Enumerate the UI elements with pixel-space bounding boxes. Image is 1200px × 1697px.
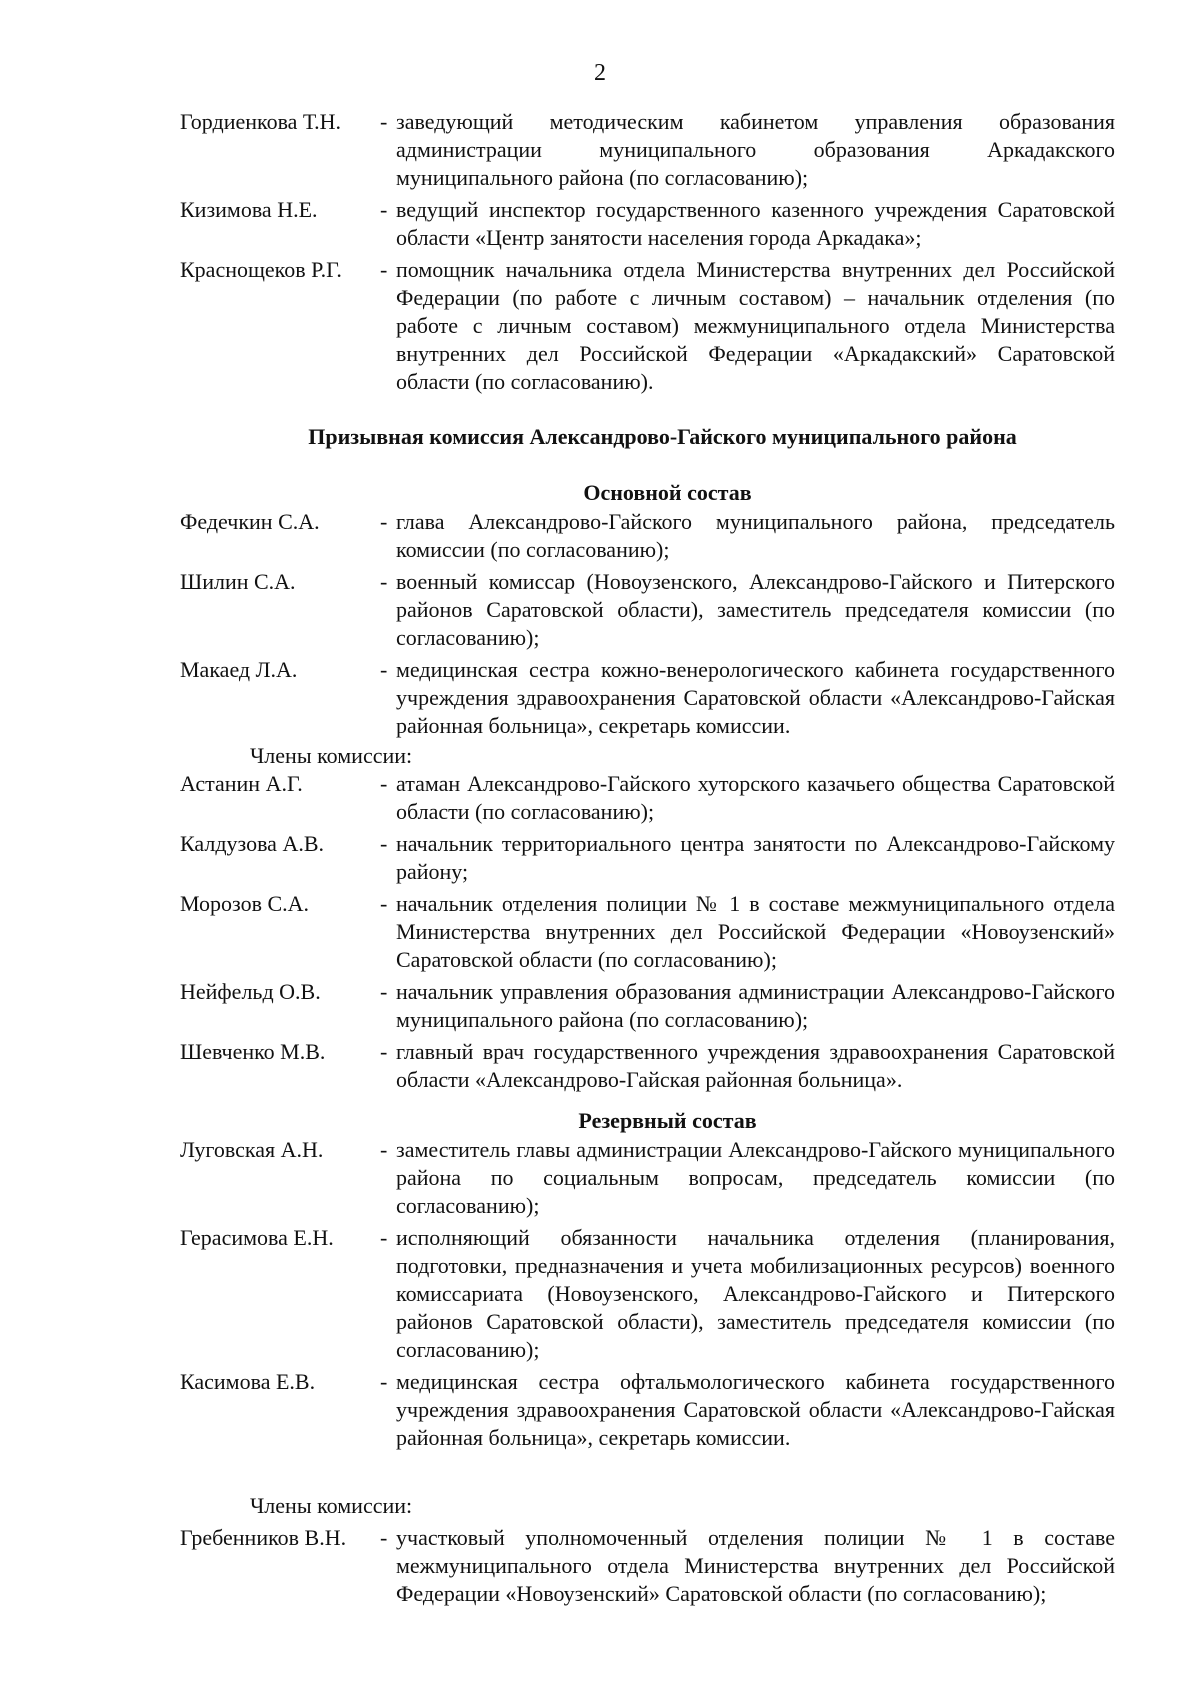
dash: -	[380, 891, 388, 916]
document-body	[180, 108, 1115, 1608]
person-name: Макаед Л.А.	[180, 657, 298, 682]
dash: -	[380, 1225, 388, 1250]
dash: -	[380, 1137, 388, 1162]
dash: -	[380, 1369, 388, 1394]
entry-row	[180, 656, 1115, 740]
person-name: Калдузова А.В.	[180, 831, 324, 856]
person-name: Шилин С.А.	[180, 569, 296, 594]
person-position: начальник территориального центра занятости по Александрово-Гайскому району;	[396, 831, 1115, 884]
person-position: медицинская сестра офтальмологического кабинета государственного учреждения здравоохранения Саратовской области «Александрово-Гайская районная больница», секретарь комиссии.	[396, 1369, 1115, 1450]
person-name: Гребенников В.Н.	[180, 1525, 347, 1550]
person-position: начальник управления образования администрации Александрово-Гайского муниципального района (по согласованию);	[396, 979, 1115, 1032]
reserve-members	[180, 1524, 1115, 1608]
main-leaders	[180, 508, 1115, 740]
entry-row	[180, 256, 1115, 396]
person-name: Луговская А.Н.	[180, 1137, 324, 1162]
dash: -	[380, 509, 388, 534]
reserve-leaders	[180, 1136, 1115, 1452]
person-name: Краснощеков Р.Г.	[180, 257, 342, 282]
dash: -	[380, 257, 388, 282]
entry-row	[180, 1524, 1115, 1608]
dash: -	[380, 979, 388, 1004]
person-name: Гордиенкова Т.Н.	[180, 109, 342, 134]
person-position: военный комиссар (Новоузенского, Александрово-Гайского и Питерского районов Саратовской области), заместитель председателя комиссии (по согласованию);	[396, 569, 1115, 650]
person-name: Федечкин С.А.	[180, 509, 320, 534]
entry-row	[180, 508, 1115, 564]
person-position: заместитель главы администрации Александрово-Гайского муниципального района по социальным вопросам, председатель комиссии (по согласованию);	[396, 1137, 1115, 1218]
person-name: Астанин А.Г.	[180, 771, 303, 796]
dash: -	[380, 657, 388, 682]
person-position: ведущий инспектор государственного казенного учреждения Саратовской области «Центр занятости населения города Аркадака»;	[396, 197, 1115, 250]
entry-row	[180, 770, 1115, 826]
person-position: заведующий методическим кабинетом управления образования администрации муниципального образования Аркадакского муниципального района (по согласованию);	[396, 109, 1115, 190]
entry-row	[180, 108, 1115, 192]
entry-row	[180, 830, 1115, 886]
page-number: 2	[594, 60, 606, 86]
members-label: Члены комиссии:	[250, 743, 413, 768]
main-composition-heading: Основной состав	[583, 480, 752, 505]
entry-row	[180, 890, 1115, 974]
person-position: исполняющий обязанности начальника отделения (планирования, подготовки, предназначения и учета мобилизационных ресурсов) военного комиссариата (Новоузенского, Александрово-Гайского и Питерского районов Саратовской области), заместитель председателя комиссии (по согласованию);	[396, 1225, 1115, 1362]
entry-row	[180, 1038, 1115, 1094]
person-name: Шевченко М.В.	[180, 1039, 326, 1064]
person-position: главный врач государственного учреждения здравоохранения Саратовской области «Александрово-Гайская районная больница».	[396, 1039, 1115, 1092]
person-name: Герасимова Е.Н.	[180, 1225, 334, 1250]
person-name: Кизимова Н.Е.	[180, 197, 318, 222]
person-position: помощник начальника отдела Министерства внутренних дел Российской Федерации (по работе с личным составом) – начальник отделения (по работе с личным составом) межмуниципального отдела Министерства внутренних дел Российской Федерации «Аркадакский» Саратовской области (по согласованию).	[396, 257, 1115, 394]
commission-title: Призывная комиссия Александрово-Гайского муниципального района	[308, 424, 1017, 449]
dash: -	[380, 1039, 388, 1064]
entry-row	[180, 978, 1115, 1034]
main-members	[180, 770, 1115, 1094]
dash: -	[380, 109, 388, 134]
person-position: атаман Александрово-Гайского хуторского казачьего общества Саратовской области (по согласованию);	[396, 771, 1115, 824]
person-position: начальник отделения полиции № 1 в составе межмуниципального отдела Министерства внутренних дел Российской Федерации «Новоузенский» Саратовской области (по согласованию);	[396, 891, 1115, 972]
dash: -	[380, 831, 388, 856]
person-position: глава Александрово-Гайского муниципального района, председатель комиссии (по согласованию);	[396, 509, 1115, 562]
person-name: Морозов С.А.	[180, 891, 310, 916]
entry-row	[180, 196, 1115, 252]
reserve-composition-heading: Резервный состав	[578, 1108, 757, 1133]
top-section	[180, 108, 1115, 396]
entry-row	[180, 1368, 1115, 1452]
entry-row	[180, 568, 1115, 652]
dash: -	[380, 197, 388, 222]
dash: -	[380, 1525, 388, 1550]
person-position: медицинская сестра кожно-венерологического кабинета государственного учреждения здравоохранения Саратовской области «Александрово-Гайская районная больница», секретарь комиссии.	[396, 657, 1115, 738]
person-position: участковый уполномоченный отделения полиции № 1 в составе межмуниципального отдела Министерства внутренних дел Российской Федерации «Новоузенский» Саратовской области (по согласованию);	[396, 1525, 1115, 1606]
dash: -	[380, 771, 388, 796]
dash: -	[380, 569, 388, 594]
entry-row	[180, 1136, 1115, 1220]
entry-row	[180, 1224, 1115, 1364]
members-label: Члены комиссии:	[250, 1493, 413, 1518]
person-name: Нейфельд О.В.	[180, 979, 321, 1004]
person-name: Касимова Е.В.	[180, 1369, 316, 1394]
